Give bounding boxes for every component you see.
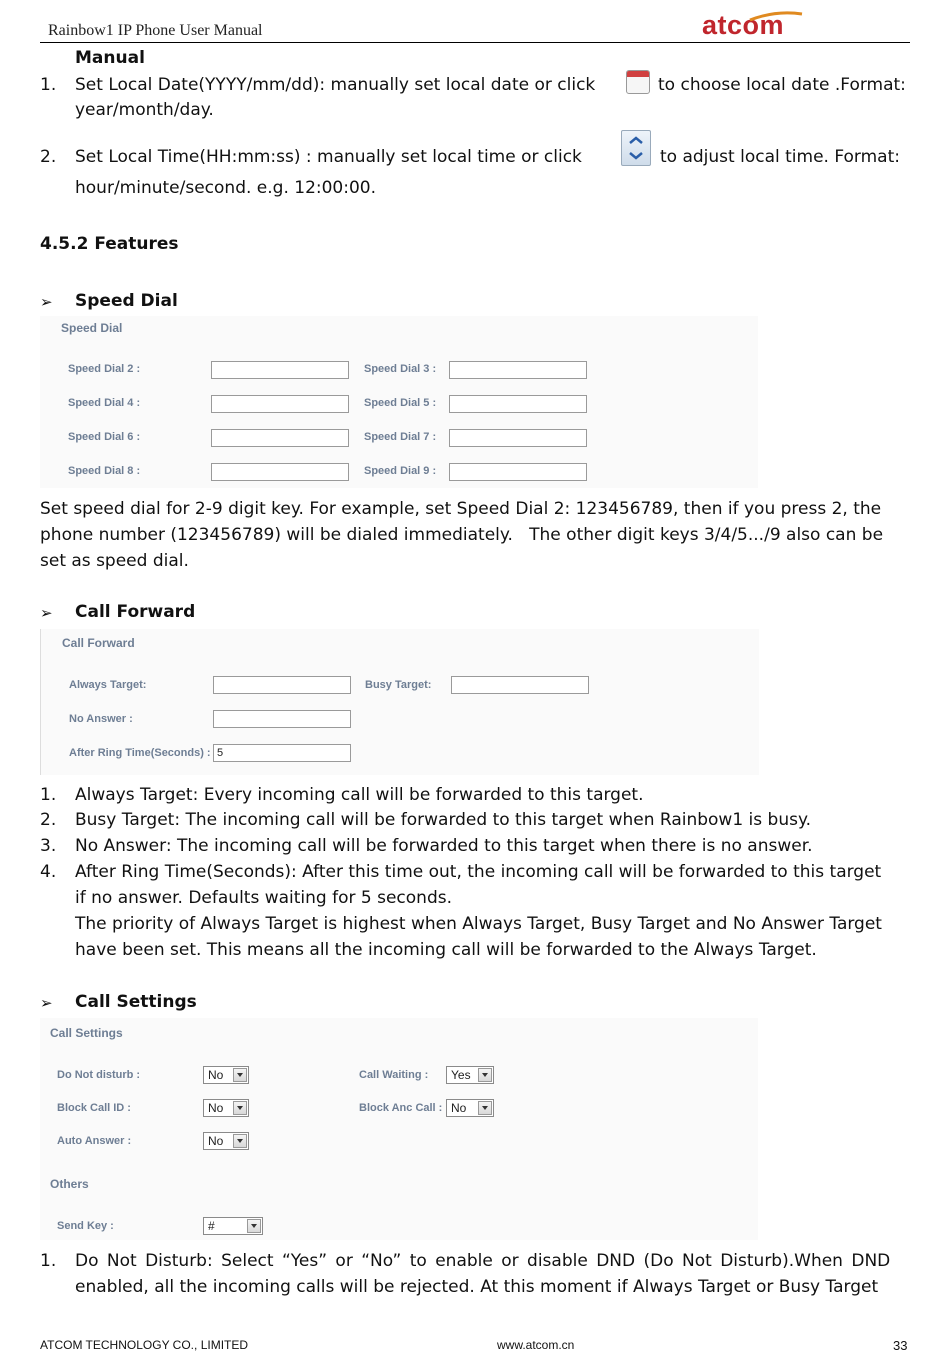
speed-dial-2-input[interactable] [211,361,349,379]
speed-dial-7-input[interactable] [449,429,587,447]
block-call-id-select[interactable] [203,1099,249,1117]
speed-dial-6-input[interactable] [211,429,349,447]
dropdown-arrow-icon [233,1101,247,1115]
speed-dial-3-label: Speed Dial 3 : [364,363,437,375]
manual-item2-text-cont: to adjust local time. Format: [660,147,900,167]
dropdown-arrow-icon [233,1068,247,1082]
call-settings-panel [40,1018,758,1240]
manual-item2-text: Set Local Time(HH:mm:ss) : manually set local time or click [75,147,582,167]
auto-answer-select[interactable] [203,1132,249,1150]
atcom-logo: atcom [702,10,785,40]
call-settings-panel-title: Call Settings [50,1026,123,1040]
dropdown-arrow-icon [478,1101,492,1115]
manual-item1-text-cont: to choose local date .Format: [658,75,906,95]
call-forward-item1-number: 1. [40,785,57,805]
section-title: 4.5.2 Features [40,234,179,254]
speed-dial-desc-line3: set as speed dial. [40,551,189,571]
manual-heading: Manual [75,48,145,68]
speed-dial-2-label: Speed Dial 2 : [68,363,141,375]
speed-dial-4-input[interactable] [211,395,349,413]
manual-item2-number: 2. [40,147,57,167]
busy-target-label: Busy Target: [365,679,432,691]
speed-dial-7-label: Speed Dial 7 : [364,431,437,443]
always-target-label: Always Target: [69,679,147,691]
header-title: Rainbow1 IP Phone User Manual [48,22,263,39]
call-forward-panel-title: Call Forward [62,636,135,650]
auto-answer-label: Auto Answer : [57,1135,132,1147]
call-forward-item2-text: Busy Target: The incoming call will be forwarded to this target when Rainbow1 is busy. [75,810,811,830]
manual-item2-text-line2: hour/minute/second. e.g. 12:00:00. [75,178,377,198]
dropdown-arrow-icon [247,1219,261,1233]
block-anc-call-select[interactable] [446,1099,494,1117]
call-forward-panel [40,629,759,775]
speed-dial-9-label: Speed Dial 9 : [364,465,437,477]
call-forward-priority-note-line1: The priority of Always Target is highest when Always Target, Busy Target and No Answer Target [75,914,882,934]
speed-dial-panel-title: Speed Dial [61,321,123,335]
speed-dial-8-label: Speed Dial 8 : [68,465,141,477]
do-not-disturb-value: No [208,1068,224,1082]
logo-swoosh-icon [748,10,804,22]
send-key-value: # [208,1219,215,1233]
speed-dial-8-input[interactable] [211,463,349,481]
no-answer-input[interactable] [213,710,351,728]
footer-website[interactable]: www.atcom.cn [497,1338,575,1352]
do-not-disturb-select[interactable] [203,1066,249,1084]
do-not-disturb-label: Do Not disturb : [57,1069,141,1081]
call-waiting-value: Yes [451,1068,471,1082]
auto-answer-value: No [208,1134,224,1148]
arrow-bullet-icon: ➢ [40,293,53,311]
always-target-input[interactable] [213,676,351,694]
call-settings-item1-number: 1. [40,1251,57,1271]
block-anc-call-value: No [451,1101,467,1115]
no-answer-label: No Answer : [69,713,133,725]
speed-dial-5-input[interactable] [449,395,587,413]
speed-dial-heading: Speed Dial [75,291,178,311]
busy-target-input[interactable] [451,676,589,694]
speed-dial-desc-line2: phone number (123456789) will be dialed immediately. The other digit keys 3/4/5.../9 also can be [40,525,884,545]
after-ring-time-label: After Ring Time(Seconds) : [69,747,211,759]
up-down-spinner-icon[interactable] [621,130,651,166]
manual-item1-text: Set Local Date(YYYY/mm/dd): manually set local date or click [75,75,596,95]
speed-dial-9-input[interactable] [449,463,587,481]
call-settings-heading: Call Settings [75,992,197,1012]
speed-dial-panel [40,316,758,488]
speed-dial-4-label: Speed Dial 4 : [68,397,141,409]
call-forward-item4-number: 4. [40,862,57,882]
speed-dial-desc-line1: Set speed dial for 2-9 digit key. For example, set Speed Dial 2: 123456789, then if you press 2, the [40,499,882,519]
call-forward-item3-number: 3. [40,836,57,856]
call-forward-item4-text: After Ring Time(Seconds): After this time out, the incoming call will be forwarded to this target [75,862,882,882]
call-settings-item1-text: Do Not Disturb: Select “Yes” or “No” to enable or disable DND (Do Not Disturb).When DND [75,1251,891,1271]
block-call-id-value: No [208,1101,224,1115]
arrow-bullet-icon: ➢ [40,604,53,622]
dropdown-arrow-icon [478,1068,492,1082]
block-call-id-label: Block Call ID : [57,1102,131,1114]
manual-item1-text-line2: year/month/day. [75,100,214,120]
send-key-label: Send Key : [57,1220,114,1232]
call-waiting-select[interactable] [446,1066,494,1084]
calendar-icon[interactable] [626,70,650,94]
page-number: 33 [893,1338,908,1353]
call-settings-item1-text-cont: enabled, all the incoming calls will be rejected. At this moment if Always Target or Busy Target [75,1277,879,1297]
call-waiting-label: Call Waiting : [359,1069,429,1081]
manual-item1-number: 1. [40,75,57,95]
call-forward-item3-text: No Answer: The incoming call will be forwarded to this target when there is no answer. [75,836,813,856]
arrow-bullet-icon: ➢ [40,994,53,1012]
speed-dial-6-label: Speed Dial 6 : [68,431,141,443]
dropdown-arrow-icon [233,1134,247,1148]
call-forward-heading: Call Forward [75,602,196,622]
block-anc-call-label: Block Anc Call : [359,1102,443,1114]
call-forward-item2-number: 2. [40,810,57,830]
send-key-select[interactable] [203,1217,263,1235]
call-forward-item4-text-cont: if no answer. Defaults waiting for 5 seconds. [75,888,453,908]
after-ring-time-input[interactable]: 5 [213,744,351,762]
speed-dial-3-input[interactable] [449,361,587,379]
call-forward-item1-text: Always Target: Every incoming call will be forwarded to this target. [75,785,644,805]
call-forward-priority-note-line2: have been set. This means all the incoming call will be forwarded to the Always Target. [75,940,817,960]
speed-dial-5-label: Speed Dial 5 : [364,397,437,409]
header-divider [40,42,910,43]
footer-company: ATCOM TECHNOLOGY CO., LIMITED [40,1338,249,1352]
others-section-title: Others [50,1177,89,1191]
